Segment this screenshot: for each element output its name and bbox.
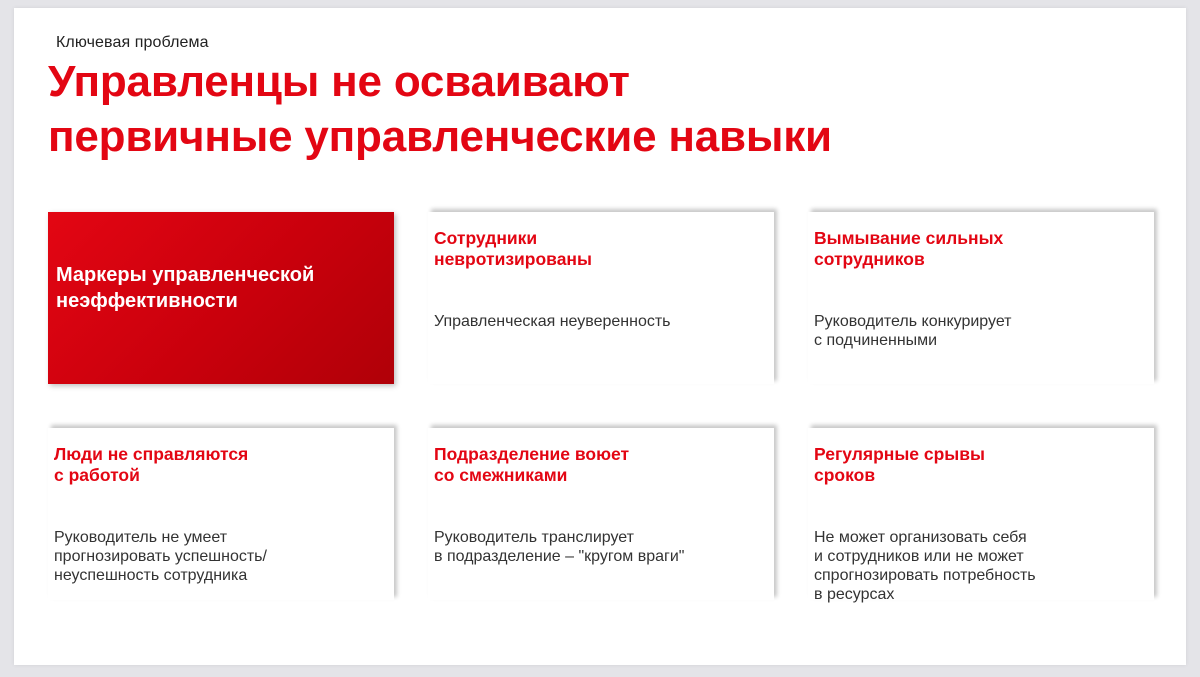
problem-card-2 bbox=[808, 212, 1154, 384]
problem-card-2-heading-line-2: сотрудников bbox=[814, 249, 925, 269]
eyebrow-label: Ключевая проблема bbox=[56, 34, 209, 51]
problem-card-1-body bbox=[434, 312, 754, 331]
problem-card-2-heading-line-1: Вымывание сильных bbox=[814, 228, 1004, 248]
problem-card-1-heading-line-1: Сотрудники bbox=[434, 228, 538, 248]
markers-card bbox=[48, 212, 394, 384]
problem-card-4-heading-line-2: со смежниками bbox=[434, 465, 568, 485]
slide-title-line-2: первичные управленческие навыки bbox=[48, 112, 832, 161]
problem-card-1 bbox=[428, 212, 774, 384]
problem-card-5-heading bbox=[814, 444, 1134, 486]
problem-card-4-body-line-1: Руководитель транслирует bbox=[434, 529, 634, 546]
problem-card-4 bbox=[428, 428, 774, 600]
problem-card-1-heading-line-2: невротизированы bbox=[434, 249, 592, 269]
slide-title-line-1: Управленцы не осваивают bbox=[48, 57, 630, 106]
problem-card-4-body bbox=[434, 528, 754, 566]
problem-card-5-body-line-4: в ресурсах bbox=[814, 586, 895, 603]
markers-card-text bbox=[56, 262, 314, 314]
problem-card-5 bbox=[808, 428, 1154, 603]
problem-card-3-heading-line-1: Люди не справляются bbox=[54, 444, 249, 464]
problem-card-5-body-line-3: спрогнозировать потребность bbox=[814, 567, 1036, 584]
problem-card-3-heading bbox=[54, 444, 374, 486]
problem-card-5-body bbox=[814, 528, 1134, 604]
problem-card-2-body bbox=[814, 312, 1134, 350]
markers-card-line-1: Маркеры управленческой bbox=[56, 264, 315, 286]
problem-card-3-body-line-1: Руководитель не умеет bbox=[54, 529, 228, 546]
problem-card-5-body-line-2: и сотрудников или не может bbox=[814, 548, 1024, 565]
problem-card-1-heading bbox=[434, 228, 754, 270]
problem-card-3-heading-line-2: с работой bbox=[54, 465, 140, 485]
problem-card-2-heading bbox=[814, 228, 1134, 270]
slide-title bbox=[48, 54, 1148, 164]
problem-card-3-body-line-3: неуспешность сотрудника bbox=[54, 567, 248, 584]
problem-card-5-heading-line-2: сроков bbox=[814, 465, 876, 485]
problem-card-3-body-line-2: прогнозировать успешность/ bbox=[54, 548, 267, 565]
problem-card-5-body-line-1: Не может организовать себя bbox=[814, 529, 1027, 546]
problem-card-1-body-line-1: Управленческая неуверенность bbox=[434, 313, 671, 330]
problem-card-2-body-line-2: с подчиненными bbox=[814, 332, 938, 349]
problem-card-5-heading-line-1: Регулярные срывы bbox=[814, 444, 985, 464]
slide bbox=[14, 8, 1186, 665]
problem-card-4-body-line-2: в подразделение – "кругом враги" bbox=[434, 548, 685, 565]
problem-card-3 bbox=[48, 428, 394, 600]
problem-card-3-body bbox=[54, 528, 374, 585]
markers-card-line-2: неэффективности bbox=[56, 290, 238, 312]
problem-card-4-heading bbox=[434, 444, 754, 486]
problem-card-4-heading-line-1: Подразделение воюет bbox=[434, 444, 630, 464]
problem-card-2-body-line-1: Руководитель конкурирует bbox=[814, 313, 1012, 330]
